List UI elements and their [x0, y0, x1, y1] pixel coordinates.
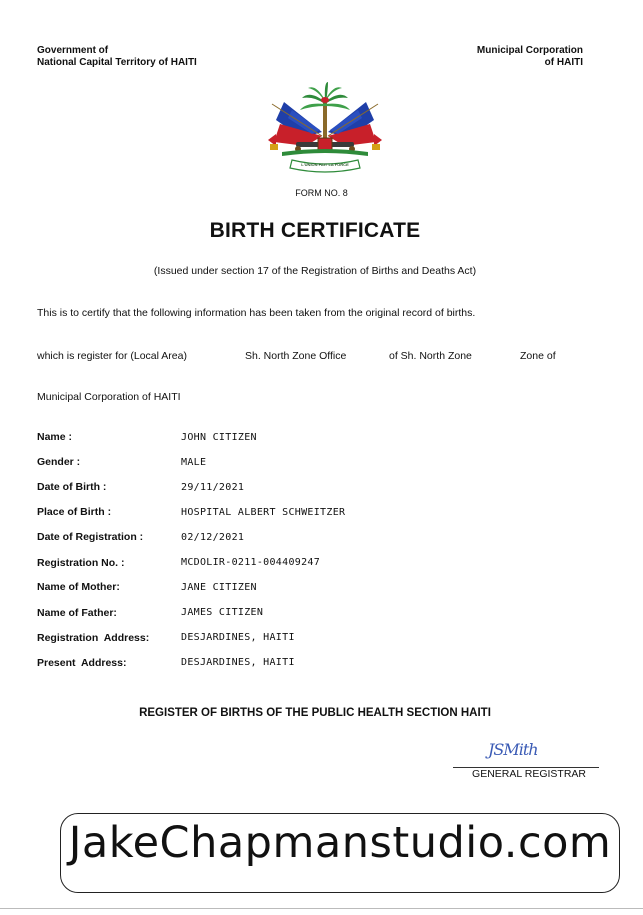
field-label-registration-no: Registration No. :	[37, 557, 125, 569]
footer-divider	[0, 908, 643, 909]
registrar-title: GENERAL REGISTRAR	[472, 768, 586, 780]
field-label-name-of-mother: Name of Mother:	[37, 581, 120, 593]
local-area-part1: which is register for (Local Area)	[37, 350, 187, 362]
field-label-date-of-registration: Date of Registration :	[37, 531, 144, 543]
header-left-line1: Government of	[37, 45, 109, 56]
local-area-part2: Sh. North Zone Office	[245, 350, 347, 362]
field-value-registration-no: MCDOLIR-0211-004409247	[181, 557, 321, 568]
field-value-name: JOHN CITIZEN	[181, 432, 257, 443]
registrar-signature: JSMith	[488, 740, 538, 759]
field-label-registration-address: Registration Address:	[37, 632, 150, 644]
municipal-text: Municipal Corporation of HAITI	[37, 391, 181, 403]
field-label-name: Name :	[37, 431, 73, 443]
subtitle: (Issued under section 17 of the Registration of Births and Deaths Act)	[153, 265, 477, 277]
register-text: REGISTER OF BIRTHS OF THE PUBLIC HEALTH SECTION HAITI	[139, 707, 491, 719]
emblem-motto: L'UNION FAIT LA FORCE	[301, 162, 349, 167]
haiti-coat-of-arms-icon	[262, 80, 388, 178]
field-value-name-of-mother: JANE CITIZEN	[181, 582, 257, 593]
field-label-present-address: Present Address:	[37, 657, 127, 669]
local-area-part3: of Sh. North Zone	[389, 350, 472, 362]
header-right	[400, 45, 583, 69]
header-right-line2: of HAITI	[544, 57, 583, 68]
field-value-registration-address: DESJARDINES, HAITI	[181, 632, 295, 643]
header-right-line1: Municipal Corporation	[476, 45, 583, 56]
field-value-date-of-registration: 02/12/2021	[181, 532, 245, 543]
page-title: BIRTH CERTIFICATE	[209, 219, 421, 242]
field-label-place-of-birth: Place of Birth :	[37, 506, 112, 518]
field-value-place-of-birth: HOSPITAL ALBERT SCHWEITZER	[181, 507, 346, 518]
local-area-part4: Zone of	[520, 350, 556, 362]
field-label-date-of-birth: Date of Birth :	[37, 481, 107, 493]
form-number: FORM NO. 8	[295, 188, 348, 198]
field-label-name-of-father: Name of Father:	[37, 607, 117, 619]
field-value-present-address: DESJARDINES, HAITI	[181, 657, 295, 668]
field-value-name-of-father: JAMES CITIZEN	[181, 607, 264, 618]
field-value-gender: MALE	[181, 457, 207, 468]
field-value-date-of-birth: 29/11/2021	[181, 482, 245, 493]
header-left-line2: National Capital Territory of HAITI	[37, 57, 197, 68]
field-label-gender: Gender :	[37, 456, 81, 468]
header-left	[37, 45, 197, 69]
watermark-text: JakeChapmanstudio.com	[68, 818, 612, 868]
certify-text: This is to certify that the following information has been taken from the original record of births.	[37, 307, 476, 319]
